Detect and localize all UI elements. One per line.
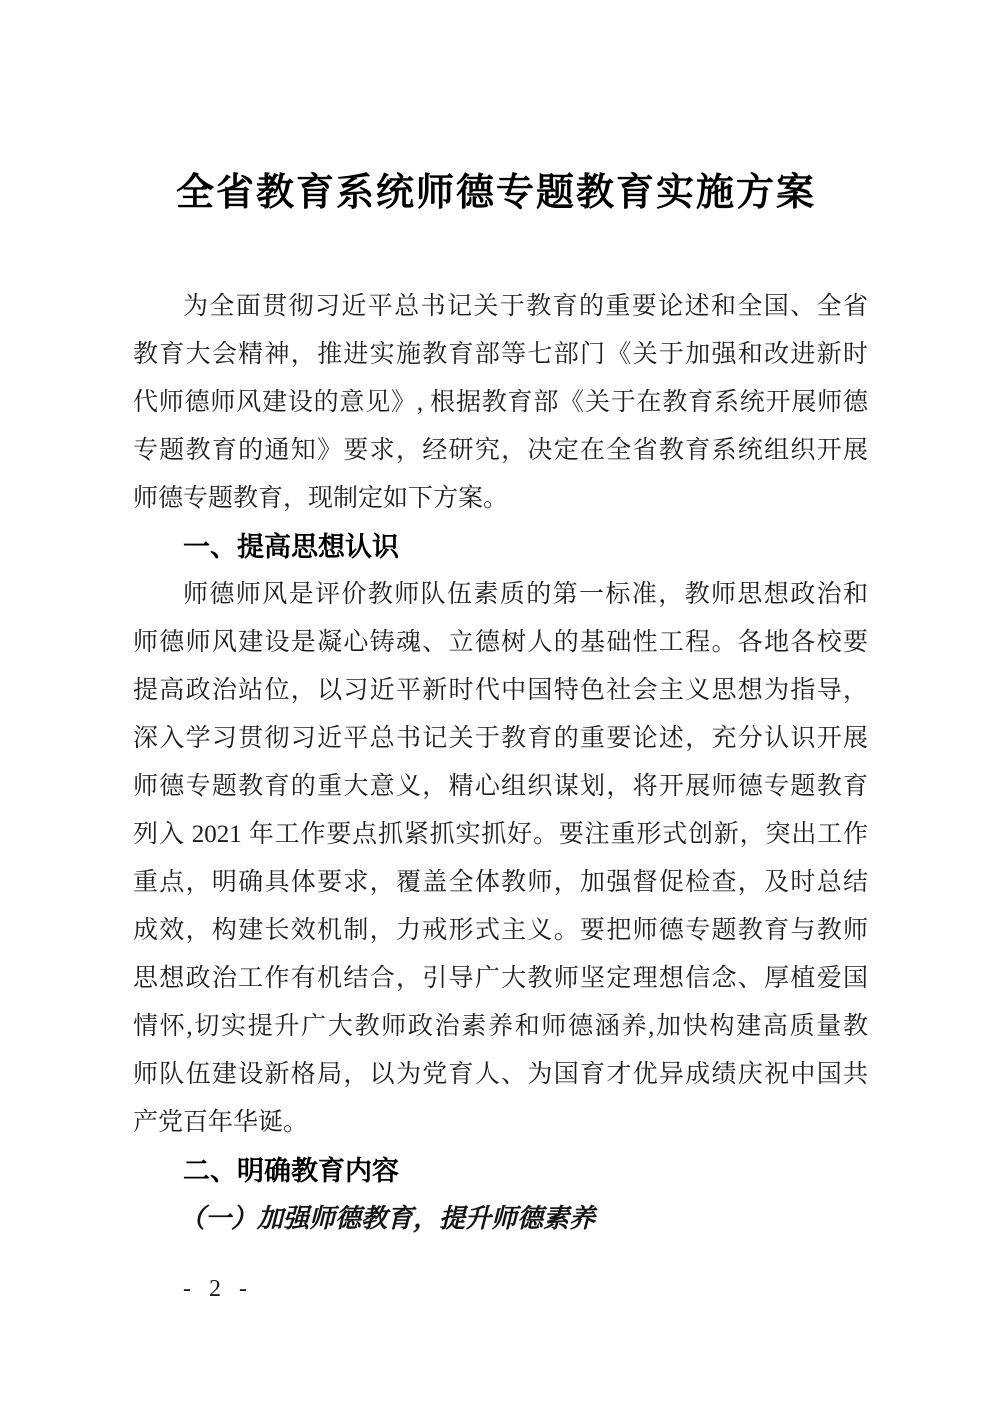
text-line: 师德专题教育的重大意义，精心组织谋划，将开展师德专题教育 [133, 773, 868, 800]
text-line: 提高政治站位，以习近平新时代中国特色社会主义思想为指导， [133, 677, 868, 704]
text-line: 成效，构建长效机制，力戒形式主义。要把师德专题教育与教师 [133, 917, 868, 944]
text-line: 产党百年华诞。 [133, 1109, 309, 1136]
text-line: 情怀,切实提升广大教师政治素养和师德涵养,加快构建高质量教 [133, 1013, 868, 1040]
section-2-heading: 二、明确教育内容 [183, 1156, 399, 1186]
text-line: 列入 2021 年工作要点抓紧抓实抓好。要注重形式创新，突出工作 [133, 821, 868, 848]
document-body [133, 283, 868, 1243]
text-line: 专题教育的通知》要求，经研究，决定在全省教育系统组织开展 [133, 437, 868, 464]
text-line: 深入学习贯彻习近平总书记关于教育的重要论述，充分认识开展 [133, 725, 868, 752]
text-line: 师德师风是评价教师队伍素质的第一标准，教师思想政治和 [183, 581, 868, 608]
text-line: 重点，明确具体要求，覆盖全体教师，加强督促检查，及时总结 [133, 869, 868, 896]
text-line: 师德师风建设是凝心铸魂、立德树人的基础性工程。各地各校要 [133, 629, 868, 656]
section-1-heading: 一、提高思想认识 [183, 532, 399, 562]
section-1-paragraph [133, 571, 868, 1147]
text-line: 思想政治工作有机结合，引导广大教师坚定理想信念、厚植爱国 [133, 965, 868, 992]
intro-paragraph [133, 283, 868, 523]
text-line: 代师德师风建设的意见》, 根据教育部《关于在教育系统开展师德 [133, 389, 868, 416]
subsection-2-1-heading: （一）加强师德教育，提升师德素养 [179, 1204, 596, 1233]
page-number: - 2 - [183, 1276, 253, 1302]
text-line: 师队伍建设新格局，以为党育人、为国育才优异成绩庆祝中国共 [133, 1061, 868, 1088]
text-line: 师德专题教育，现制定如下方案。 [133, 485, 509, 512]
document-title: 全省教育系统师德专题教育实施方案 [175, 172, 816, 214]
text-line: 教育大会精神，推进实施教育部等七部门《关于加强和改进新时 [133, 341, 868, 368]
text-line: 为全面贯彻习近平总书记关于教育的重要论述和全国、全省 [183, 293, 868, 320]
